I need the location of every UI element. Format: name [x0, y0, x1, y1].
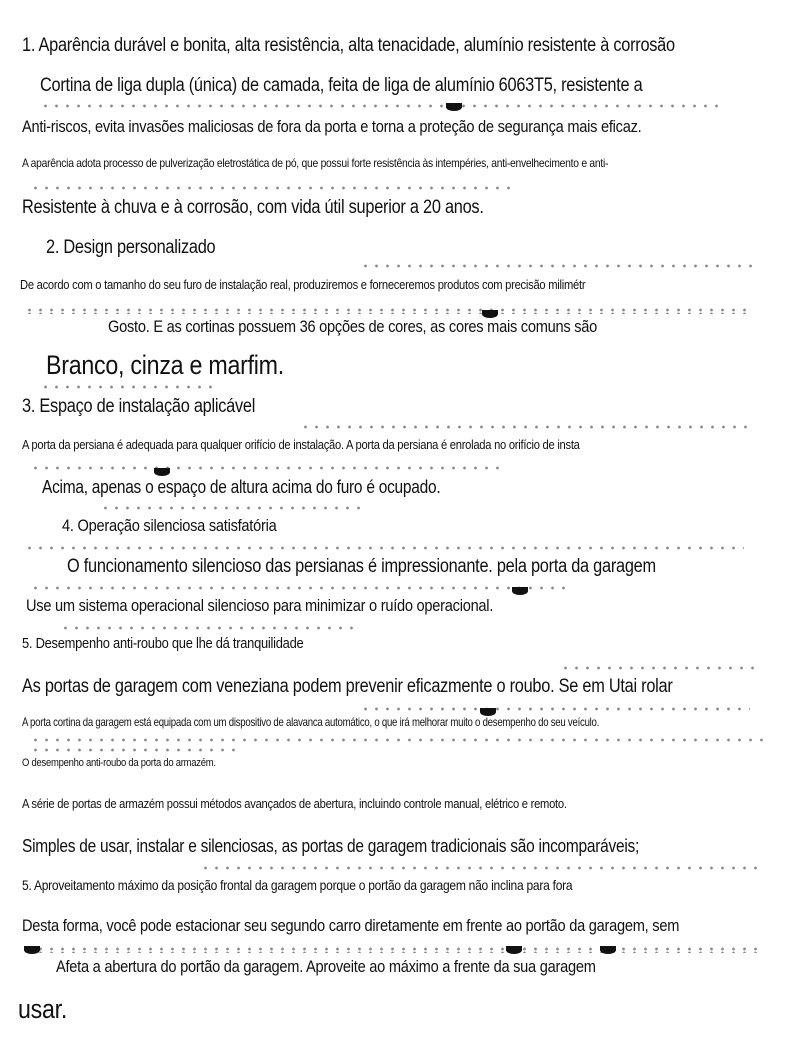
scan-noise [24, 546, 744, 550]
scan-noise [24, 308, 754, 314]
scan-noise [360, 264, 760, 268]
text-line: Use um sistema operacional silencioso para minimizar o ruído operacional. [26, 596, 494, 615]
scan-blob [600, 946, 616, 954]
heading-silent-operation: 4. Operação silenciosa satisfatória [62, 516, 277, 535]
text-line: Acima, apenas o espaço de altura acima do furo é ocupado. [42, 477, 441, 497]
text-line: A porta cortina da garagem está equipada com um dispositivo de alavanca automático, o que irá melhorar muito o desempenho do seu veículo. [22, 715, 600, 729]
text-line: Anti-riscos, evita invasões maliciosas de fora da porta e torna a proteção de segurança mais eficaz. [22, 117, 642, 136]
scan-noise [40, 385, 220, 389]
heading-anti-theft: 5. Desempenho anti-roubo que lhe dá tranquilidade [22, 635, 304, 652]
heading-front-space: 5. Aproveitamento máximo da posição frontal da garagem porque o portão da garagem não inclina para fora [22, 877, 573, 893]
text-line-large: usar. [18, 994, 68, 1024]
text-line: Resistente à chuva e à corrosão, com vida útil superior a 20 anos. [22, 197, 484, 218]
scan-noise [60, 626, 360, 630]
scan-blob [24, 946, 40, 954]
text-line: A porta da persiana é adequada para qualquer orifício de instalação. A porta da persiana é enrolada no orifício de insta [22, 437, 580, 452]
heading-custom-design: 2. Design personalizado [46, 237, 216, 258]
scan-noise [30, 186, 510, 190]
scan-noise [200, 866, 760, 870]
text-line: A série de portas de armazém possui métodos avançados de abertura, incluindo controle manual, elétrico e remoto. [22, 796, 567, 811]
text-line: A aparência adota processo de pulverização eletrostática de pó, que possui forte resistência às intempéries, anti-envelhecimento e anti- [22, 156, 609, 170]
scan-blob [446, 103, 462, 111]
text-line: O desempenho anti-roubo da porta do armazém. [22, 757, 216, 769]
scan-noise [30, 748, 240, 752]
text-line: As portas de garagem com veneziana podem prevenir eficazmente o roubo. Se em Utai rolar [22, 676, 673, 697]
scan-blob [154, 468, 170, 476]
text-line: De acordo com o tamanho do seu furo de instalação real, produziremos e forneceremos produtos com precisão milimétr [20, 277, 586, 292]
heading-durable-appearance: 1. Aparência durável e bonita, alta resistência, alta tenacidade, alumínio resistente à corrosão [22, 35, 675, 56]
text-line: Simples de usar, instalar e silenciosas, as portas de garagem tradicionais são incomparáveis; [22, 836, 640, 856]
scan-noise [100, 506, 360, 510]
scan-noise [30, 738, 770, 742]
text-line: Afeta a abertura do portão da garagem. Aproveite ao máximo a frente da sua garagem [56, 957, 596, 976]
scan-noise [30, 586, 570, 590]
heading-installation-space: 3. Espaço de instalação aplicável [22, 396, 256, 417]
text-line: O funcionamento silencioso das persianas é impressionante. pela porta da garagem [67, 556, 656, 577]
text-line: Desta forma, você pode estacionar seu segundo carro diretamente em frente ao portão da garagem, sem [22, 916, 680, 935]
text-line-large: Branco, cinza e marfim. [46, 350, 284, 380]
text-line: Gosto. E as cortinas possuem 36 opções de cores, as cores mais comuns são [108, 317, 598, 336]
scan-noise [24, 947, 764, 953]
scan-noise [30, 466, 500, 470]
scan-blob [506, 946, 522, 954]
scan-noise [300, 425, 750, 429]
scan-blob [512, 587, 528, 595]
scan-noise [360, 707, 750, 711]
scan-noise [40, 104, 720, 108]
scan-noise [560, 666, 760, 670]
text-line: Cortina de liga dupla (única) de camada, feita de liga de alumínio 6063T5, resistente a [40, 75, 643, 96]
